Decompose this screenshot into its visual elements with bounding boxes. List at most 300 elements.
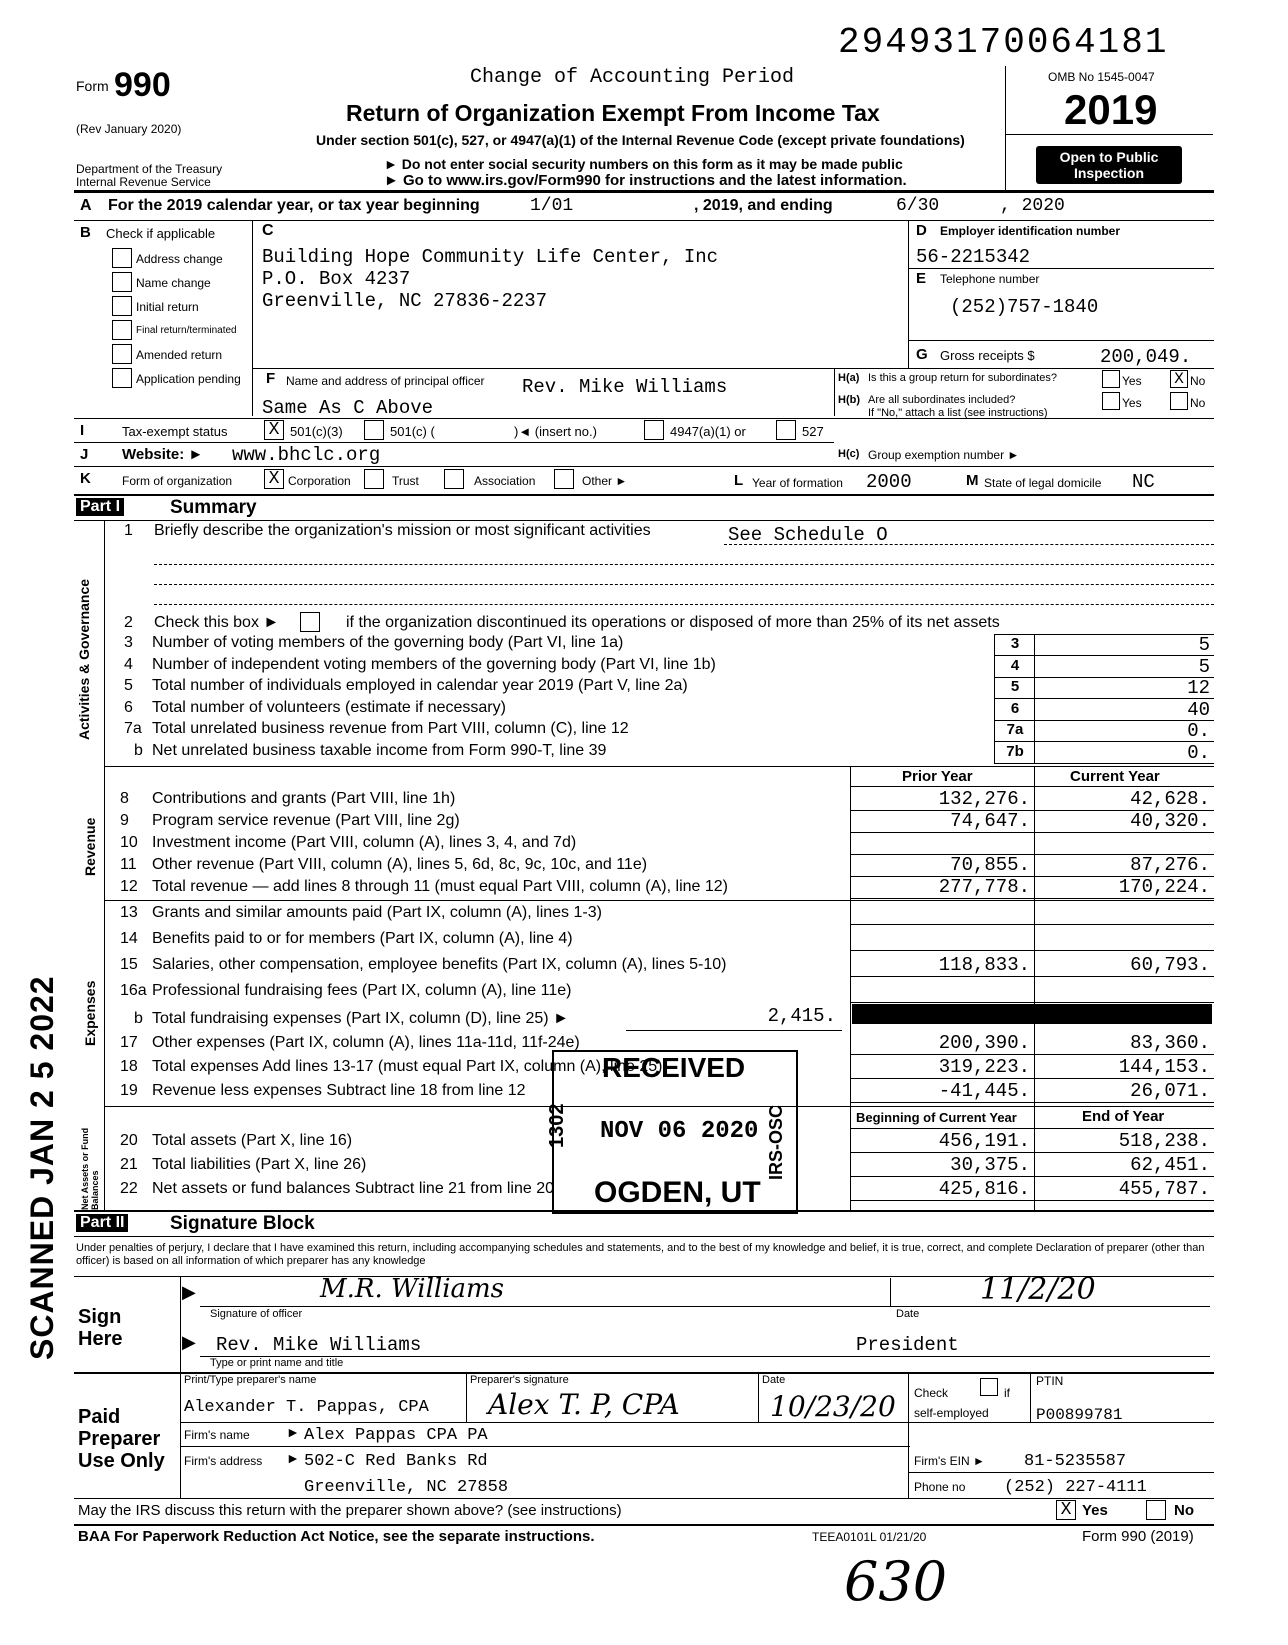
prior-year-value: 425,816. xyxy=(938,1178,1030,1200)
gov-line-text: Number of independent voting members of the governing body (Part VI, line 1b) xyxy=(152,655,716,673)
gov-line-value: 40 xyxy=(1187,698,1210,721)
line-m-letter: M xyxy=(966,472,979,489)
gov-line-box: 7a xyxy=(1006,721,1024,738)
hc-label: H(c) xyxy=(838,448,860,460)
line2-num: 2 xyxy=(124,614,133,631)
section-c-bottom-rule xyxy=(252,368,1214,369)
current-year-value: 87,276. xyxy=(1130,854,1210,876)
prep-firm-divider xyxy=(908,1422,909,1498)
organization-address2: Greenville, NC 27836-2237 xyxy=(262,290,548,312)
value-row-rule xyxy=(850,1200,1214,1201)
side-label-net-assets: Net Assets or Fund Balances xyxy=(80,1127,100,1210)
preparer-bottom-rule xyxy=(74,1498,1214,1499)
value-row-rule xyxy=(850,898,1214,899)
line-text: Program service revenue (Part VIII, line 2g) xyxy=(152,812,460,829)
open-public-text: Open to Public xyxy=(1059,149,1159,165)
inspection-text: Inspection xyxy=(1073,165,1144,181)
initial-return-label: Initial return xyxy=(136,300,199,314)
line-k-letter: K xyxy=(80,470,91,487)
gov-line-box: 7b xyxy=(1006,742,1024,760)
scanned-stamp: SCANNED JAN 2 5 2022 xyxy=(24,975,60,1360)
signature-date: 11/2/20 xyxy=(980,1272,1096,1307)
hb-text: Are all subordinates included? xyxy=(868,394,1016,406)
date-divider xyxy=(890,1278,891,1306)
line-num: 18 xyxy=(120,1058,138,1075)
ein-value: 56-2215342 xyxy=(916,246,1031,268)
department: Department of the Treasury xyxy=(76,162,223,176)
tax-year: 2019 xyxy=(1064,86,1158,133)
amended-return-checkbox[interactable] xyxy=(112,344,132,364)
preparer-name: Alexander T. Pappas, CPA xyxy=(184,1398,429,1417)
side-label-expenses: Expenses xyxy=(82,980,98,1046)
firm-ein-value: 81-5235587 xyxy=(1024,1452,1127,1471)
section-b-divider xyxy=(252,220,253,416)
firm-address-arrow: ► xyxy=(286,1450,300,1466)
line-num: 10 xyxy=(120,834,138,851)
line-text: Grants and similar amounts paid (Part IX, column (A), lines 1-3) xyxy=(152,904,602,921)
current-year-value: 518,238. xyxy=(1118,1130,1210,1152)
discuss-yes-checkbox[interactable]: X xyxy=(1056,1500,1076,1520)
form-of-org-label: Form of organization xyxy=(122,474,233,488)
part1-title: Summary xyxy=(170,497,257,518)
line-num: 14 xyxy=(120,930,138,947)
tax-year-begin: 1/01 xyxy=(530,196,574,216)
f-rule xyxy=(74,418,1214,419)
527-label: 527 xyxy=(802,424,824,439)
handwritten-number: 630 xyxy=(844,1550,948,1613)
discuss-no-label: No xyxy=(1174,1502,1194,1519)
paid-label: Paid xyxy=(78,1406,121,1428)
footer-form-label: Form 990 (2019) xyxy=(1082,1528,1194,1545)
current-year-value: 42,628. xyxy=(1130,788,1210,810)
value-row-rule xyxy=(850,976,1214,977)
principal-officer-label: Name and address of principal officer xyxy=(286,374,485,388)
dln-number: 29493170064181 xyxy=(838,22,1169,63)
section-b-title: Check if applicable xyxy=(106,226,216,241)
current-year-value: 26,071. xyxy=(1130,1080,1210,1102)
form-revision: (Rev January 2020) xyxy=(76,122,182,136)
hb-no-checkbox[interactable] xyxy=(1170,392,1188,410)
prior-year-value: 118,833. xyxy=(938,954,1030,976)
trust-checkbox[interactable] xyxy=(364,469,384,489)
other-label: Other ► xyxy=(582,474,628,488)
gov-line-num: b xyxy=(134,741,143,759)
amended-return-label: Amended return xyxy=(136,348,223,362)
officer-title: President xyxy=(856,1334,959,1356)
current-year-value: 40,320. xyxy=(1130,810,1210,832)
line-text: Benefits paid to or for members (Part IX, column (A), line 4) xyxy=(152,930,573,947)
signature-line xyxy=(200,1306,890,1307)
d-e-rule xyxy=(908,268,1214,269)
current-year-value: 83,360. xyxy=(1130,1032,1210,1054)
preparer-sig-label: Preparer's signature xyxy=(470,1374,569,1386)
value-row-rule xyxy=(850,924,1214,925)
discontinued-checkbox[interactable] xyxy=(300,612,320,632)
discuss-yes-label: Yes xyxy=(1082,1502,1108,1519)
officer-signature: M.R. Williams xyxy=(320,1274,505,1304)
gov-line-box: 6 xyxy=(1010,699,1020,717)
website-value: www.bhclc.org xyxy=(232,444,381,466)
name-change-label: Name change xyxy=(136,276,211,290)
phone-label: Phone no xyxy=(914,1480,966,1494)
preparer-date-label: Date xyxy=(762,1374,786,1386)
stamp-code: 1302 xyxy=(546,1103,568,1148)
line-num: 13 xyxy=(120,904,138,921)
mission-line-3 xyxy=(154,584,1214,585)
gov-line-text: Number of voting members of the governing body (Part VI, line 1a) xyxy=(152,634,624,651)
part2-rule xyxy=(74,1236,1214,1237)
stamp-osc: IRS-OSC xyxy=(766,1104,786,1180)
501c3-label: 501(c)(3) xyxy=(290,424,343,439)
line2-text-b: if the organization discontinued its operations or disposed of more than 25% of its net assets xyxy=(346,614,1000,631)
year-formation-value: 2000 xyxy=(866,471,912,493)
discuss-no-checkbox[interactable] xyxy=(1146,1500,1166,1520)
stamp-received: RECEIVED xyxy=(602,1052,746,1083)
boy-header: Beginning of Current Year xyxy=(856,1110,1017,1125)
line-num: 17 xyxy=(120,1034,138,1051)
line-a-text: For the 2019 calendar year, or tax year beginning xyxy=(108,197,480,214)
penalty-statement: Under penalties of perjury, I declare that I have examined this return, including accompanying schedules and statements, and to the best of my knowledge and belief, it is true, correct, and complete Declaration of preparer (other than officer) is based on all information of which preparer has any knowledge xyxy=(76,1242,1205,1267)
501c-checkbox[interactable] xyxy=(364,420,384,440)
name-line xyxy=(200,1356,1210,1357)
gov-box-left xyxy=(994,634,995,764)
prep-col-2 xyxy=(758,1372,759,1422)
address-change-checkbox[interactable] xyxy=(112,248,132,268)
527-checkbox[interactable] xyxy=(776,420,796,440)
address-change-label: Address change xyxy=(136,252,223,266)
preparer-label: Preparer xyxy=(78,1428,161,1450)
side-label-revenue: Revenue xyxy=(82,817,98,876)
prep-col-3 xyxy=(908,1372,909,1422)
gov-line-value: 0. xyxy=(1187,720,1210,742)
footer-rule xyxy=(74,1524,1214,1526)
form-subtitle: Under section 501(c), 527, or 4947(a)(1) of the Internal Revenue Code (except private foundations) xyxy=(316,132,965,148)
gov-line-text: Total number of volunteers (estimate if necessary) xyxy=(152,698,506,716)
i-rule xyxy=(74,442,834,443)
line16b-text: Total fundraising expenses (Part IX, column (D), line 25) ► xyxy=(152,1010,569,1027)
officer-name-title: Rev. Mike Williams xyxy=(216,1334,422,1356)
ha-text: Is this a group return for subordinates? xyxy=(868,372,1057,384)
line-a-letter: A xyxy=(80,197,92,214)
final-return-checkbox[interactable] xyxy=(112,320,132,340)
rev-top-rule xyxy=(104,766,1214,767)
line-text: Contributions and grants (Part VIII, line 1h) xyxy=(152,790,456,807)
side-label-governance: Activities & Governance xyxy=(76,578,92,740)
line-l-letter: L xyxy=(734,472,744,489)
header-divider-h xyxy=(1005,134,1213,135)
ssn-note: ► Do not enter social security numbers on this form as it may be made public xyxy=(384,156,903,172)
value-row-rule xyxy=(850,1176,1214,1177)
line-text: Salaries, other compensation, employee benefits (Part IX, column (A), lines 5-10) xyxy=(152,956,727,973)
irs-discuss-question: May the IRS discuss this return with the preparer shown above? (see instructions) xyxy=(78,1502,622,1519)
date-line xyxy=(890,1306,1210,1307)
line-text: Revenue less expenses Subtract line 18 from line 12 xyxy=(152,1082,526,1099)
tax-year-end-year: , 2020 xyxy=(1000,196,1065,216)
instructions-note: ► Go to www.irs.gov/Form990 for instructions and the latest information. xyxy=(384,172,907,189)
gov-line-num: 3 xyxy=(124,634,133,651)
gov-line-value: 12 xyxy=(1187,677,1210,699)
organization-name: Building Hope Community Life Center, Inc xyxy=(262,246,719,268)
line16b-num: b xyxy=(134,1010,143,1027)
prior-year-value: 132,276. xyxy=(938,788,1030,810)
net-header-rule xyxy=(850,1128,1214,1129)
open-to-public-badge xyxy=(1036,146,1182,184)
section-b-letter: B xyxy=(80,224,91,241)
part1-rule xyxy=(74,520,1214,521)
stamp-place: OGDEN, UT xyxy=(594,1176,761,1209)
line-num: 20 xyxy=(120,1132,138,1149)
prep-ein-rule xyxy=(908,1472,1214,1473)
gov-line-text: Total number of individuals employed in calendar year 2019 (Part V, line 2a) xyxy=(152,677,688,694)
f-h-divider xyxy=(834,368,835,416)
line-i-letter: I xyxy=(80,422,85,439)
current-year-value: 60,793. xyxy=(1130,954,1210,976)
gross-receipts-label: Gross receipts $ xyxy=(940,348,1035,363)
tax-exempt-label: Tax-exempt status xyxy=(122,424,228,439)
if-label: if xyxy=(1004,1386,1010,1400)
gov-line-value: 0. xyxy=(1187,741,1210,764)
preparer-signature: Alex T. P, CPA xyxy=(488,1388,680,1421)
prior-year-value: 74,647. xyxy=(950,810,1030,832)
gov-line-text: Net unrelated business taxable income from Form 990-T, line 39 xyxy=(152,741,607,759)
section-c-letter: C xyxy=(262,222,274,239)
prior-year-value: 277,778. xyxy=(938,876,1030,898)
self-employed-checkbox[interactable] xyxy=(980,1378,998,1396)
use-only-label: Use Only xyxy=(78,1450,165,1472)
hb-yes-checkbox[interactable] xyxy=(1102,392,1120,410)
mission-line-1 xyxy=(724,544,1214,545)
irs-name: Internal Revenue Service xyxy=(76,175,211,189)
line-num: 9 xyxy=(120,812,129,829)
gov-line-num: 5 xyxy=(124,677,133,694)
mission-value: See Schedule O xyxy=(728,524,888,546)
j-rule xyxy=(74,466,1214,467)
tax-year-end: 6/30 xyxy=(896,196,940,216)
line-j-letter: J xyxy=(80,446,89,463)
association-label: Association xyxy=(474,474,536,488)
line-text: Investment income (Part VIII, column (A), lines 3, 4, and 7d) xyxy=(152,834,577,851)
telephone-value: (252)757-1840 xyxy=(950,296,1099,318)
gov-line-value: 5 xyxy=(1198,634,1210,656)
name-change-checkbox[interactable] xyxy=(112,272,132,292)
col-header-rule xyxy=(850,786,1214,787)
preparer-divider xyxy=(180,1372,181,1498)
initial-return-checkbox[interactable] xyxy=(112,296,132,316)
principal-officer-address: Same As C Above xyxy=(262,397,434,419)
baa-notice: BAA For Paperwork Reduction Act Notice, see the separate instructions. xyxy=(78,1528,595,1545)
line-text: Total assets (Part X, line 16) xyxy=(152,1132,353,1149)
section-c-right-divider xyxy=(908,220,909,368)
gross-receipts-value: 200,049. xyxy=(1100,346,1192,368)
line-num: 22 xyxy=(120,1180,138,1197)
current-year-value: 62,451. xyxy=(1130,1154,1210,1176)
sign-divider xyxy=(180,1276,181,1372)
line16b-value: 2,415. xyxy=(767,1005,836,1027)
firm-address-2: Greenville, NC 27858 xyxy=(304,1478,509,1497)
line-text: Net assets or fund balances Subtract line 21 from line 20 xyxy=(152,1180,554,1197)
firm-ein-label: Firm's EIN ► xyxy=(914,1454,985,1468)
preparer-date: 10/23/20 xyxy=(770,1390,896,1423)
current-year-value: 170,224. xyxy=(1118,876,1210,898)
website-label: Website: ► xyxy=(122,446,204,463)
line-num: 21 xyxy=(120,1156,138,1173)
date-label: Date xyxy=(896,1308,920,1320)
form-prefix: Form xyxy=(76,78,109,94)
part1-tag: Part I xyxy=(76,498,124,516)
header-rule xyxy=(74,190,1214,193)
ptin-label: PTIN xyxy=(1036,1374,1064,1388)
self-employed-label: self-employed xyxy=(914,1406,989,1420)
prep-col-1 xyxy=(466,1372,467,1422)
line1-text: Briefly describe the organization's mission or most significant activities xyxy=(154,522,651,539)
hb-note: If "No," attach a list (see instructions) xyxy=(868,407,1048,419)
gov-line-text: Total unrelated business revenue from Part VIII, column (C), line 12 xyxy=(152,720,629,737)
ptin-value: P00899781 xyxy=(1036,1406,1123,1424)
part2-tag: Part II xyxy=(76,1214,128,1232)
here-label: Here xyxy=(78,1328,123,1350)
501c-label: 501(c) ( xyxy=(390,424,435,439)
form-number: 990 xyxy=(114,66,171,104)
line1-num: 1 xyxy=(124,522,133,539)
year-formation-label: Year of formation xyxy=(752,476,843,490)
gov-line-box: 4 xyxy=(1010,656,1020,674)
gov-box-right xyxy=(1034,634,1035,764)
other-checkbox[interactable] xyxy=(554,469,574,489)
prior-year-header: Prior Year xyxy=(902,768,973,785)
application-pending-checkbox[interactable] xyxy=(112,368,132,388)
check-label: Check xyxy=(914,1386,949,1400)
sign-label: Sign xyxy=(78,1306,122,1328)
hc-text: Group exemption number ► xyxy=(868,448,1020,462)
value-row-rule xyxy=(850,950,1214,951)
firm-address-1: 502-C Red Banks Rd xyxy=(304,1452,488,1471)
trust-label: Trust xyxy=(392,474,419,488)
omb-number: OMB No 1545-0047 xyxy=(1048,70,1155,84)
line-text: Other expenses (Part IX, column (A), lines 11a-11d, 11f-24e) xyxy=(152,1034,580,1051)
prep-row-rule-1 xyxy=(180,1422,1214,1423)
501c-insert-label: )◄ (insert no.) xyxy=(514,424,597,439)
line-num: 11 xyxy=(120,856,137,873)
4947-checkbox[interactable] xyxy=(644,420,664,440)
prep-col-4 xyxy=(1030,1372,1031,1422)
value-row-rule xyxy=(850,1078,1214,1079)
received-stamp xyxy=(546,1050,798,1214)
association-checkbox[interactable] xyxy=(444,469,464,489)
prep-row-rule-2 xyxy=(180,1446,910,1447)
corporation-checkbox[interactable]: X xyxy=(264,469,284,489)
gov-line-box: 5 xyxy=(1010,678,1020,695)
eoy-header: End of Year xyxy=(1082,1108,1165,1125)
prior-year-value: 319,223. xyxy=(938,1056,1030,1078)
line-text: Total expenses Add lines 13-17 (must equal Part IX, column (A), line 25) xyxy=(152,1058,663,1075)
change-note: Change of Accounting Period xyxy=(470,66,795,89)
firm-name-label: Firm's name xyxy=(184,1428,250,1442)
telephone-label: Telephone number xyxy=(940,272,1040,286)
prior-year-value: 200,390. xyxy=(938,1032,1030,1054)
current-year-value: 455,787. xyxy=(1118,1178,1210,1200)
line-num: 16a xyxy=(120,982,147,999)
section-g-letter: G xyxy=(916,346,928,363)
value-row-rule xyxy=(850,832,1214,833)
501c3-checkbox[interactable]: X xyxy=(264,420,284,440)
firm-address-label: Firm's address xyxy=(184,1454,263,1468)
line-text: Total revenue — add lines 8 through 11 (must equal Part VIII, column (A), line 12) xyxy=(152,878,728,895)
corporation-label: Corporation xyxy=(288,474,351,488)
application-pending-label: Application pending xyxy=(136,372,241,386)
state-domicile-value: NC xyxy=(1132,471,1155,493)
form-code: TEEA0101L 01/21/20 xyxy=(812,1530,927,1544)
value-row-rule xyxy=(850,1102,1214,1103)
mission-line-4 xyxy=(154,604,1214,605)
firm-name-arrow: ► xyxy=(286,1424,300,1440)
state-domicile-label: State of legal domicile xyxy=(984,476,1102,490)
part2-title: Signature Block xyxy=(170,1213,315,1234)
signature-label: Signature of officer xyxy=(210,1308,303,1320)
gov-line-num: 4 xyxy=(124,655,133,673)
line16b-shaded xyxy=(852,1004,1212,1024)
gov-line-box: 3 xyxy=(1010,635,1020,652)
firm-name-value: Alex Pappas CPA PA xyxy=(304,1426,488,1445)
ha-no-checkbox[interactable]: X xyxy=(1170,370,1188,388)
stamp-date: NOV 06 2020 xyxy=(600,1118,759,1145)
gov-line-num: 7a xyxy=(124,720,142,737)
line2-text-a: Check this box ► xyxy=(154,614,280,631)
principal-officer-name: Rev. Mike Williams xyxy=(522,376,728,398)
e-g-rule xyxy=(908,340,1214,341)
print-name-label: Print/Type preparer's name xyxy=(184,1374,317,1386)
ha-yes-checkbox[interactable] xyxy=(1102,370,1120,388)
sign-arrow-2: ▶ xyxy=(182,1332,196,1352)
hb-label: H(b) xyxy=(838,394,860,406)
line-a-mid: , 2019, and ending xyxy=(694,197,833,214)
value-row-rule xyxy=(850,1054,1214,1055)
section-d-letter: D xyxy=(916,222,927,239)
gov-line-num: 6 xyxy=(124,698,133,716)
phone-value: (252) 227-4111 xyxy=(1004,1478,1147,1497)
prior-year-value: 70,855. xyxy=(950,854,1030,876)
form-title: Return of Organization Exempt From Income Tax xyxy=(346,100,880,126)
gov-line-rule xyxy=(994,763,1214,764)
line-num: 12 xyxy=(120,878,138,895)
ha-no-label: No xyxy=(1190,374,1206,388)
ha-yes-label: Yes xyxy=(1122,374,1142,388)
line-num: 19 xyxy=(120,1082,138,1099)
current-year-header: Current Year xyxy=(1070,768,1160,785)
sign-arrow-1: ▶ xyxy=(182,1282,196,1302)
line-num: 8 xyxy=(120,790,129,807)
4947-label: 4947(a)(1) or xyxy=(670,424,746,439)
header-divider xyxy=(1005,66,1006,190)
organization-address1: P.O. Box 4237 xyxy=(262,268,411,290)
value-row-rule xyxy=(850,1152,1214,1153)
hb-no-label: No xyxy=(1190,396,1206,410)
value-row-rule xyxy=(850,1002,1214,1003)
ein-label: Employer identification number xyxy=(940,224,1121,238)
line-text: Other revenue (Part VIII, column (A), lines 5, 6d, 8c, 9c, 10c, and 11e) xyxy=(152,856,648,873)
line16b-underline xyxy=(626,1030,842,1031)
final-return-label: Final return/terminated xyxy=(136,325,237,336)
prior-year-value: -41,445. xyxy=(938,1080,1030,1102)
section-e-letter: E xyxy=(916,270,927,287)
rev-exp-rule xyxy=(104,900,1214,901)
line-num: 15 xyxy=(120,956,138,973)
line-text: Total liabilities (Part X, line 26) xyxy=(152,1156,367,1173)
prior-year-value: 30,375. xyxy=(950,1154,1030,1176)
section-f-letter: F xyxy=(266,370,276,387)
gov-line-value: 5 xyxy=(1198,655,1210,678)
mission-line-2 xyxy=(154,564,1214,565)
current-year-value: 144,153. xyxy=(1118,1056,1210,1078)
